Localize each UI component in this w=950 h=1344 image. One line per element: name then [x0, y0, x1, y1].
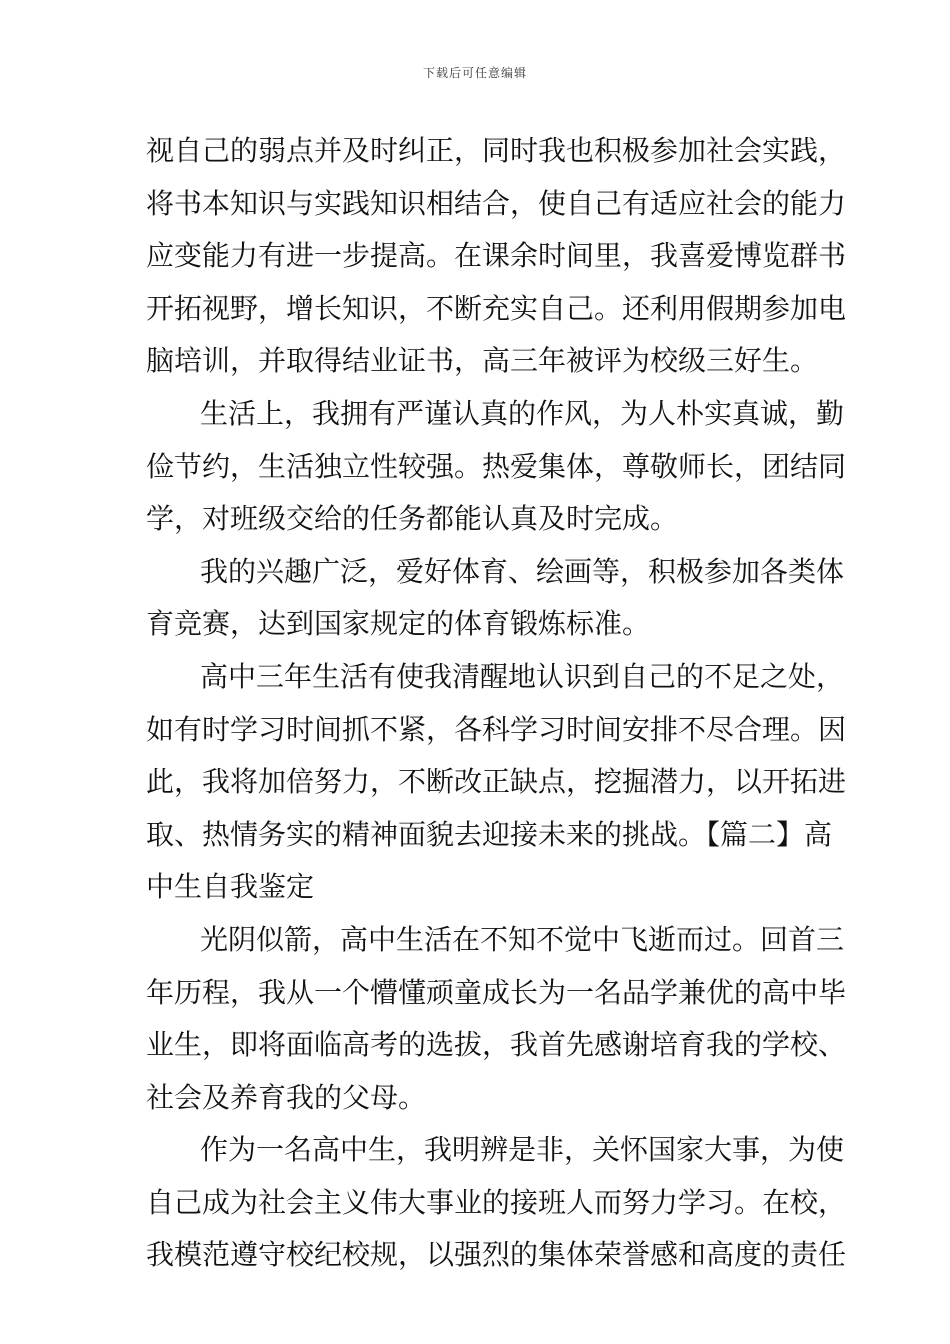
text-line: 应变能力有进一步提高。在课余时间里，我喜爱博览群书	[146, 239, 847, 273]
text-line: 俭节约，生活独立性较强。热爱集体，尊敬师长，团结同	[146, 449, 847, 483]
header-note: 下载后可任意编辑	[422, 66, 527, 80]
text-line: 如有时学习时间抓不紧，各科学习时间安排不尽合理。因	[146, 712, 847, 746]
text-line: 学，对班级交给的任务都能认真及时完成。	[146, 502, 679, 536]
text-line: 此，我将加倍努力，不断改正缺点，挖掘潜力，以开拓进	[146, 765, 847, 799]
text-line: 业生，即将面临高考的选拔，我首先感谢培育我的学校、	[146, 1028, 847, 1062]
paragraph-start-line: 我的兴趣广泛，爱好体育、绘画等，积极参加各类体	[200, 554, 845, 588]
paragraph-start-line: 生活上，我拥有严谨认真的作风，为人朴实真诚，勤	[200, 396, 845, 430]
text-line: 中生自我鉴定	[146, 870, 315, 904]
text-line: 年历程，我从一个懵懂顽童成长为一名品学兼优的高中毕	[146, 975, 847, 1009]
text-line: 自己成为社会主义伟大事业的接班人而努力学习。在校，	[146, 1185, 847, 1219]
text-line: 育竞赛，达到国家规定的体育锻炼标准。	[146, 607, 651, 641]
paragraph-start-line: 高中三年生活有使我清醒地认识到自己的不足之处，	[200, 659, 845, 693]
paragraph-start-line: 作为一名高中生，我明辨是非，关怀国家大事，为使	[200, 1133, 845, 1167]
paragraph-start-line: 光阴似箭，高中生活在不知不觉中飞逝而过。回首三	[200, 922, 845, 956]
text-line: 我模范遵守校纪校规，以强烈的集体荣誉感和高度的责任	[146, 1238, 847, 1272]
text-line: 社会及养育我的父母。	[146, 1080, 427, 1114]
text-line: 开拓视野，增长知识，不断充实自己。还利用假期参加电	[146, 291, 847, 325]
text-line: 视自己的弱点并及时纠正，同时我也积极参加社会实践，	[146, 134, 847, 167]
text-line: 脑培训，并取得结业证书，高三年被评为校级三好生。	[146, 344, 819, 378]
text-line: 取、热情务实的精神面貌去迎接未来的挑战。【篇二】高	[146, 817, 833, 851]
text-line: 将书本知识与实践知识相结合，使自己有适应社会的能力	[146, 186, 847, 220]
document-body	[146, 125, 847, 1282]
